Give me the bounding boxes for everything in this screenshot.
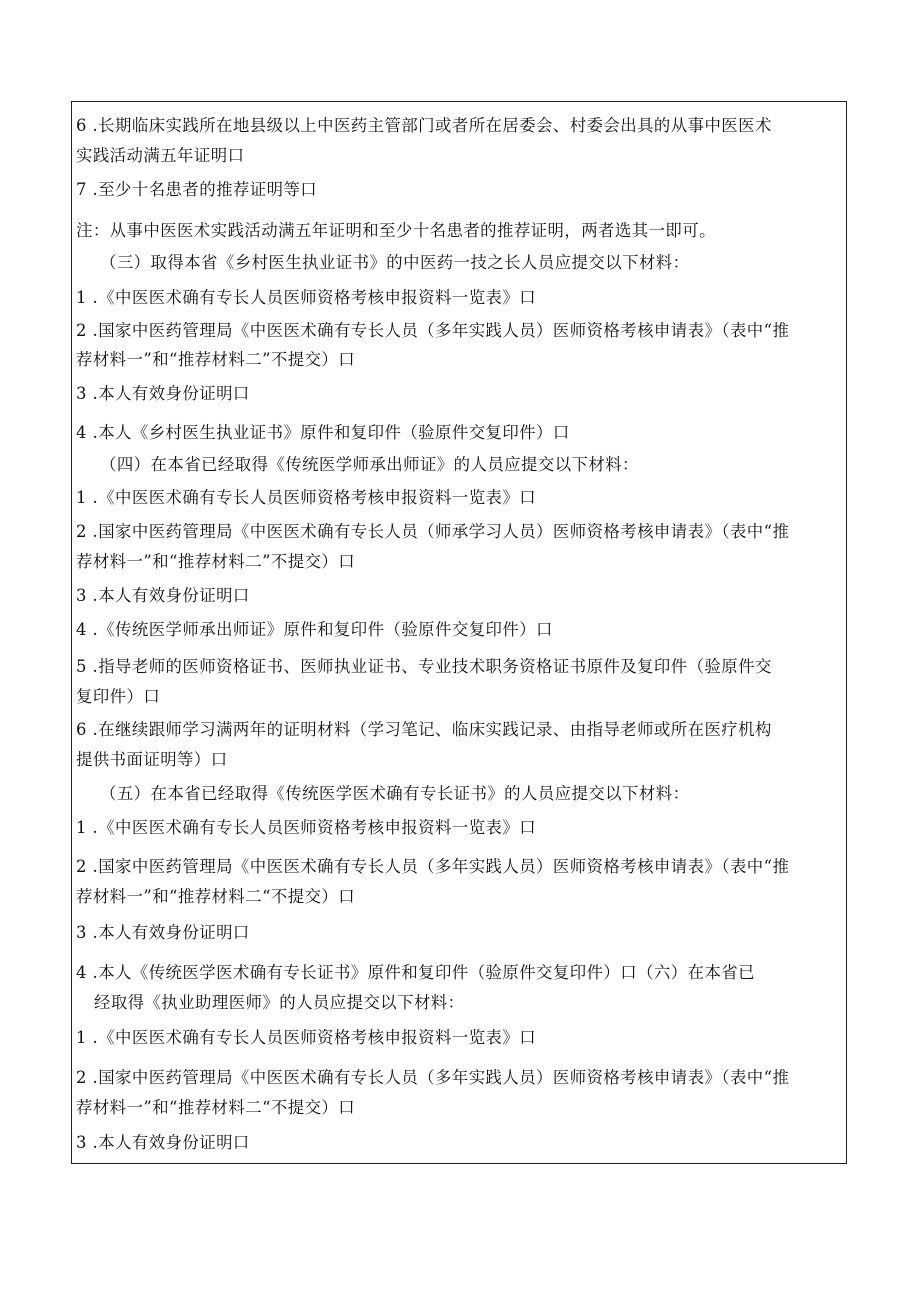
section-6-heading: 经取得《执业助理医师》的人员应提交以下材料： — [94, 993, 465, 1012]
note: 注：从事中医医术实践活动满五年证明和至少十名患者的推荐证明，两者选其一即可。 — [76, 221, 716, 240]
s4-item-1: 1 .《中医医术确有专长人员医师资格考核申报资料一览表》口 — [76, 488, 537, 507]
s4-item-6-line-2: 提供书面证明等）口 — [76, 750, 228, 769]
s4-item-2-line-1: 2 .国家中医药管理局《中医医术确有专长人员（师承学习人员）医师资格考核申请表》（表中“推 — [76, 522, 790, 541]
s6-item-3: 3 .本人有效身份证明口 — [76, 1133, 250, 1152]
section-5-heading: （五）在本省已经取得《传统医学医术确有专长证书》的人员应提交以下材料： — [100, 784, 690, 803]
item-7: 7 .至少十名患者的推荐证明等口 — [76, 180, 318, 199]
s4-item-6-line-1: 6 .在继续跟师学习满两年的证明材料（学习笔记、临床实践记录、由指导老师或所在医疗机构 — [76, 720, 772, 739]
s3-item-2-line-2: 荐材料一”和“推荐材料二”不提交）口 — [76, 350, 356, 369]
s5-item-2-line-1: 2 .国家中医药管理局《中医医术确有专长人员（多年实践人员）医师资格考核申请表》（表中“推 — [76, 857, 790, 876]
s3-item-3: 3 .本人有效身份证明口 — [76, 384, 250, 403]
s4-item-5-line-1: 5 .指导老师的医师资格证书、医师执业证书、专业技术职务资格证书原件及复印件（验原件交 — [76, 657, 772, 676]
item-6-line-2: 实践活动满五年证明口 — [76, 146, 245, 165]
s5-item-1: 1 .《中医医术确有专长人员医师资格考核申报资料一览表》口 — [76, 818, 537, 837]
section-3-heading: （三）取得本省《乡村医生执业证书》的中医药一技之长人员应提交以下材料： — [100, 253, 690, 272]
s5-item-2-line-2: 荐材料一”和“推荐材料二“不提交）口 — [76, 887, 356, 906]
section-4-heading: （四）在本省已经取得《传统医学师承出师证》的人员应提交以下材料： — [100, 455, 639, 474]
s4-item-5-line-2: 复印件）口 — [76, 687, 161, 706]
s5-item-3: 3 .本人有效身份证明口 — [76, 923, 250, 942]
item-6-line-1: 6 .长期临床实践所在地县级以上中医药主管部门或者所在居委会、村委会出具的从事中医医术 — [76, 116, 772, 135]
s3-item-1: 1 .《中医医术确有专长人员医师资格考核申报资料一览表》口 — [76, 288, 537, 307]
s4-item-4: 4 .《传统医学师承出师证》原件和复印件（验原件交复印件）口 — [76, 620, 553, 639]
s4-item-2-line-2: 荐材料一”和“推荐材料二”不提交）口 — [76, 552, 356, 571]
s6-item-2-line-1: 2 .国家中医药管理局《中医医术确有专长人员（多年实践人员）医师资格考核申请表》（表中“推 — [76, 1068, 790, 1087]
s5-item-4-line-1: 4 .本人《传统医学医术确有专长证书》原件和复印件（验原件交复印件）口（六）在本省已 — [76, 963, 755, 982]
s6-item-1: 1 .《中医医术确有专长人员医师资格考核申报资料一览表》口 — [76, 1028, 537, 1047]
s3-item-4: 4 .本人《乡村医生执业证书》原件和复印件（验原件交复印件）口 — [76, 423, 570, 442]
s4-item-3: 3 .本人有效身份证明口 — [76, 586, 250, 605]
s3-item-2-line-1: 2 .国家中医药管理局《中医医术确有专长人员（多年实践人员）医师资格考核申请表》（表中“推 — [76, 321, 790, 340]
s6-item-2-line-2: 荐材料一”和“推荐材料二“不提交）口 — [76, 1098, 356, 1117]
